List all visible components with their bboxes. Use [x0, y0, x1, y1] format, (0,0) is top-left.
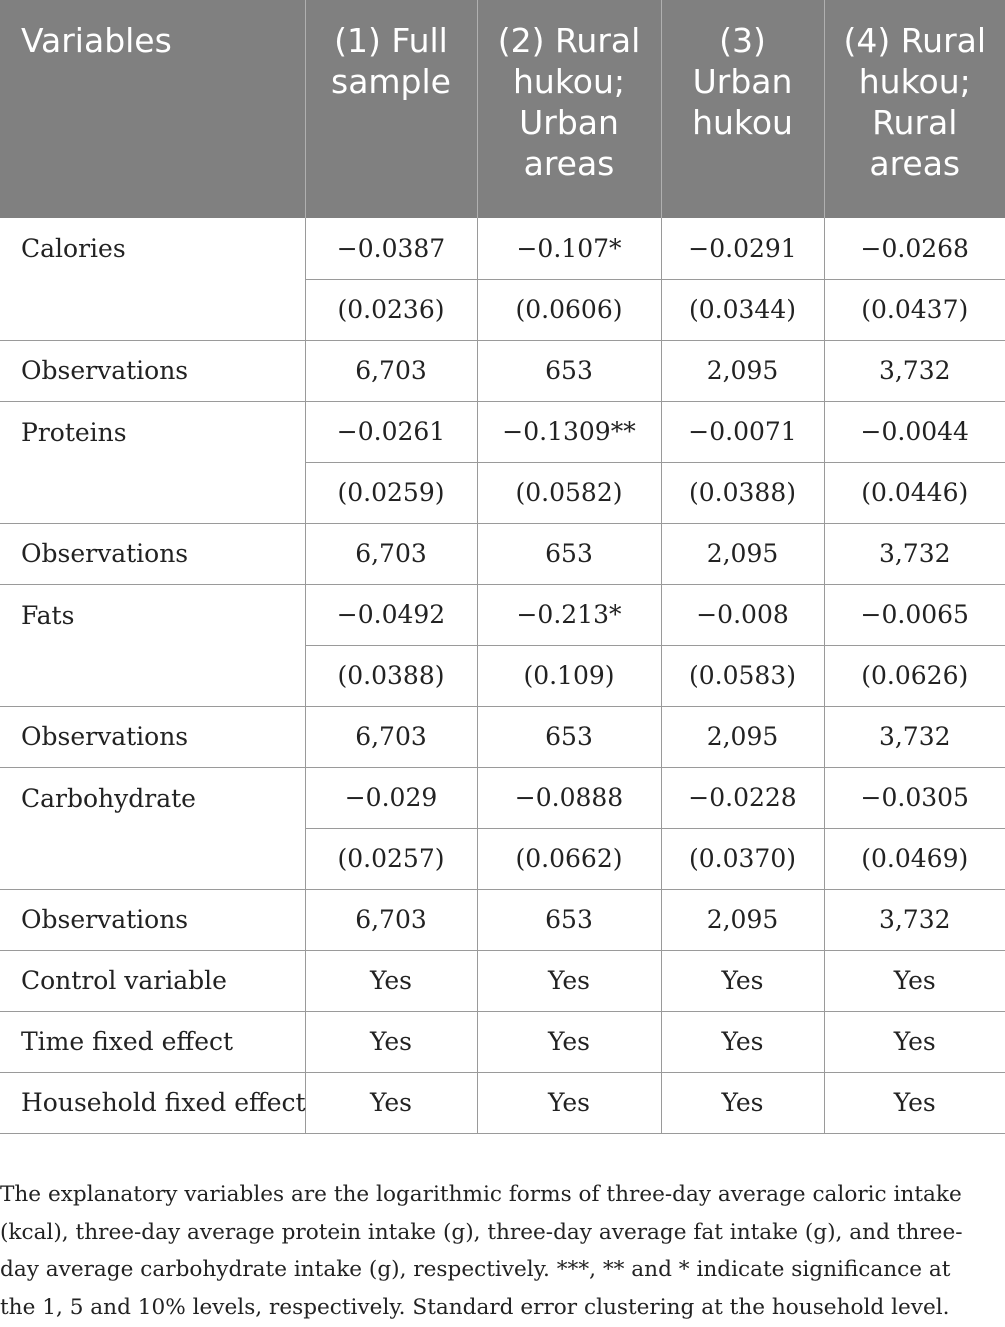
se-cell: (0.0469) [824, 828, 1005, 889]
header-rural-hukou-rural-areas: (4) Rural hukou; Rural areas [824, 0, 1005, 218]
row-label-fats: Fats [0, 584, 305, 706]
header-full-sample: (1) Full sample [305, 0, 477, 218]
se-cell: (0.0388) [661, 462, 824, 523]
yes-cell: Yes [661, 1072, 824, 1133]
yes-cell: Yes [661, 950, 824, 1011]
coef-cell: −0.0044 [824, 401, 1005, 462]
yes-cell: Yes [305, 950, 477, 1011]
coef-cell: −0.0071 [661, 401, 824, 462]
se-cell: (0.0446) [824, 462, 1005, 523]
se-cell: (0.0662) [477, 828, 661, 889]
row-label-control-variable: Control variable [0, 950, 305, 1011]
se-cell: (0.0626) [824, 645, 1005, 706]
se-cell: (0.0259) [305, 462, 477, 523]
table-row [0, 1072, 1005, 1133]
obs-cell: 6,703 [305, 523, 477, 584]
coef-cell: −0.0888 [477, 767, 661, 828]
obs-cell: 2,095 [661, 889, 824, 950]
row-label-observations: Observations [0, 889, 305, 950]
obs-cell: 653 [477, 706, 661, 767]
row-label-observations: Observations [0, 340, 305, 401]
obs-cell: 3,732 [824, 340, 1005, 401]
obs-cell: 2,095 [661, 340, 824, 401]
table-body [0, 218, 1005, 1133]
table-header [0, 0, 1005, 218]
obs-cell: 2,095 [661, 523, 824, 584]
se-cell: (0.0388) [305, 645, 477, 706]
row-label-carbohydrate: Carbohydrate [0, 767, 305, 889]
obs-cell: 653 [477, 523, 661, 584]
coef-cell: −0.0291 [661, 218, 824, 279]
table-row [0, 218, 1005, 279]
obs-cell: 653 [477, 889, 661, 950]
se-cell: (0.0236) [305, 279, 477, 340]
yes-cell: Yes [824, 1011, 1005, 1072]
row-label-proteins: Proteins [0, 401, 305, 523]
se-cell: (0.0583) [661, 645, 824, 706]
table-row [0, 889, 1005, 950]
yes-cell: Yes [477, 1072, 661, 1133]
obs-cell: 653 [477, 340, 661, 401]
yes-cell: Yes [305, 1011, 477, 1072]
obs-cell: 6,703 [305, 706, 477, 767]
se-cell: (0.0344) [661, 279, 824, 340]
obs-cell: 3,732 [824, 523, 1005, 584]
table-row [0, 950, 1005, 1011]
header-variables: Variables [0, 0, 305, 218]
header-row [0, 0, 1005, 218]
table-row [0, 1011, 1005, 1072]
coef-cell: −0.0387 [305, 218, 477, 279]
se-cell: (0.109) [477, 645, 661, 706]
yes-cell: Yes [824, 1072, 1005, 1133]
yes-cell: Yes [477, 950, 661, 1011]
obs-cell: 6,703 [305, 889, 477, 950]
yes-cell: Yes [661, 1011, 824, 1072]
table-row [0, 340, 1005, 401]
coef-cell: −0.0228 [661, 767, 824, 828]
se-cell: (0.0370) [661, 828, 824, 889]
coef-cell: −0.0065 [824, 584, 1005, 645]
coef-cell: −0.029 [305, 767, 477, 828]
obs-cell: 3,732 [824, 889, 1005, 950]
row-label-observations: Observations [0, 706, 305, 767]
yes-cell: Yes [477, 1011, 661, 1072]
se-cell: (0.0582) [477, 462, 661, 523]
coef-cell: −0.107* [477, 218, 661, 279]
coef-cell: −0.213* [477, 584, 661, 645]
coef-cell: −0.0261 [305, 401, 477, 462]
header-urban-hukou: (3) Urban hukou [661, 0, 824, 218]
row-label-household-fixed-effect: Household fixed effect [0, 1072, 305, 1133]
row-label-observations: Observations [0, 523, 305, 584]
yes-cell: Yes [305, 1072, 477, 1133]
row-label-calories: Calories [0, 218, 305, 340]
obs-cell: 6,703 [305, 340, 477, 401]
obs-cell: 3,732 [824, 706, 1005, 767]
yes-cell: Yes [824, 950, 1005, 1011]
coef-cell: −0.0268 [824, 218, 1005, 279]
table-row [0, 523, 1005, 584]
table-row [0, 584, 1005, 645]
se-cell: (0.0437) [824, 279, 1005, 340]
coef-cell: −0.1309** [477, 401, 661, 462]
row-label-time-fixed-effect: Time fixed effect [0, 1011, 305, 1072]
header-rural-hukou-urban-areas: (2) Rural hukou; Urban areas [477, 0, 661, 218]
coef-cell: −0.008 [661, 584, 824, 645]
table-footnote: The explanatory variables are the logarithmic forms of three-day average caloric intake (kcal), three-day average protein intake (g), three-day average fat intake (g), and three-day average carbohydrate intake (g), respectively. ***, ** and * indicate significance at the 1, 5 and 10% levels, respectively. Standard error clustering at the household level. [0, 1182, 963, 1320]
table-row [0, 706, 1005, 767]
obs-cell: 2,095 [661, 706, 824, 767]
coef-cell: −0.0492 [305, 584, 477, 645]
coef-cell: −0.0305 [824, 767, 1005, 828]
se-cell: (0.0257) [305, 828, 477, 889]
se-cell: (0.0606) [477, 279, 661, 340]
table-row [0, 401, 1005, 462]
table-row [0, 767, 1005, 828]
